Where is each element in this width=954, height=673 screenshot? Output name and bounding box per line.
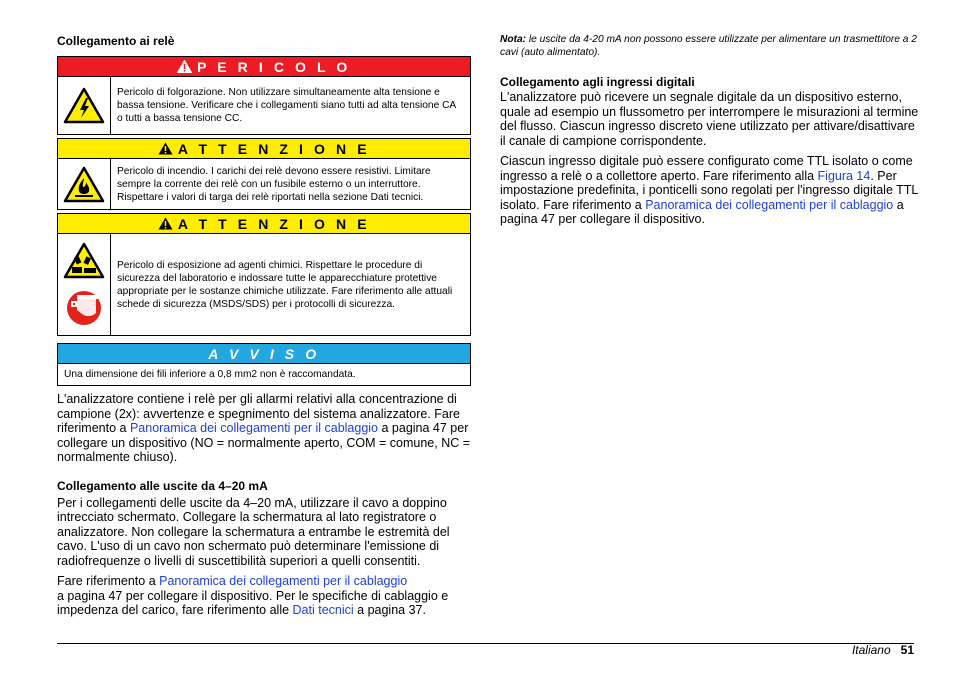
danger-box <box>57 56 471 135</box>
face-shield-icon <box>66 289 102 327</box>
electrical-hazard-icon <box>63 87 105 124</box>
chemical-hazard-icon <box>63 242 105 279</box>
heading-relays: Collegamento ai relè <box>57 34 175 48</box>
outputs2-text-2: a pagina 47 per collegare il dispositivo. Per le specifiche di cablaggio e impedenza del carico, fare riferimento alle <box>57 588 449 617</box>
inputs-paragraph-2 <box>500 154 920 227</box>
page-number: 51 <box>900 643 914 657</box>
inputs2-text-2: . Per impostazione predefinita, i ponticelli sono regolati per l'ingresso digitale TTL isolato. Fare riferimento a <box>500 168 918 212</box>
heading-inputs: Collegamento agli ingressi digitali <box>500 75 695 89</box>
fire-hazard-icon <box>63 166 105 203</box>
danger-header <box>58 57 470 77</box>
warning-chemical-header <box>58 214 470 234</box>
note-label: Nota: <box>500 34 527 45</box>
outputs2-text-1: Fare riferimento a <box>57 574 160 588</box>
right-column <box>500 30 920 227</box>
warning-chemical-text: Pericolo di esposizione ad agenti chimici. Rispettare le procedure di sicurezza del laboratorio e indossare tutte le apparecchiature protettive appropriate per le sostanze chimiche utilizzate. Fare riferimento alle attuali schede di sicurezza (MSDS/SDS) per i protocolli di sicurezza. <box>117 259 453 310</box>
warning-chemical-box <box>57 213 471 336</box>
notice-box <box>57 343 471 386</box>
note-text: le uscite da 4-20 mA non possono essere utilizzate per alimentare un trasmettitore a 2 cavi (auto alimentato). <box>500 34 917 58</box>
danger-title: P E R I C O L O <box>197 58 351 75</box>
relay-text-1: L'analizzatore contiene i relè per gli allarmi relativi alla concentrazione di campione (2x): avvertenze e spegnimento del sistema analizzatore. Fare riferimento a <box>57 392 460 435</box>
link-wiring-overview-2[interactable]: Panoramica dei collegamenti per il cablaggio <box>159 574 408 588</box>
relay-paragraph <box>57 392 471 465</box>
warning-triangle-icon <box>177 60 192 73</box>
notice-header <box>58 344 470 364</box>
warning-fire-box <box>57 138 471 210</box>
relay-text-2: a pagina 47 per collegare un dispositivo (NO = normalmente aperto, COM = comune, NC = normalmente chiuso). <box>57 421 471 464</box>
warning-chemical-title: A T T E N Z I O N E <box>177 215 371 232</box>
inputs2-text-3: a pagina 47 per collegare il dispositivo. <box>500 197 904 226</box>
outputs-paragraph: Per i collegamenti delle uscite da 4–20 mA, utilizzare il cavo a doppino intrecciato schermato. Collegare la schermatura al lato registratore o analizzatore. Non collegare la schermatura a entrambe le estremità del cavo. L'uso di un cavo non schermato può determinare l'emissione di radiofrequenze o livelli di suscettibilità superiori a quelli consentiti. <box>57 495 450 568</box>
danger-text: Pericolo di folgorazione. Non utilizzare simultaneamente alta tensione e bassa tensione. Verificare che i collegamenti siano tutti ad alta tensione CA o tutti a bassa tensione CC. <box>117 87 456 124</box>
notice-title: A V V I S O <box>208 345 320 362</box>
link-wiring-overview-3[interactable]: Panoramica dei collegamenti per il cablaggio <box>645 197 894 212</box>
inputs2-text-1: Ciascun ingresso digitale può essere configurato come TTL isolato o come ingresso a relè o a collettore aperto. Fare riferimento alla <box>500 154 913 183</box>
outputs-paragraph-2 <box>57 574 471 618</box>
link-technical-data[interactable]: Dati tecnici <box>292 603 354 617</box>
notice-text: Una dimensione dei fili inferiore a 0,8 mm2 non è raccomandata. <box>64 369 356 380</box>
heading-outputs: Collegamento alle uscite da 4–20 mA <box>57 478 268 493</box>
warning-triangle-icon <box>158 142 173 155</box>
link-wiring-overview[interactable]: Panoramica dei collegamenti per il cablaggio <box>129 421 379 435</box>
note <box>500 33 920 59</box>
warning-fire-text: Pericolo di incendio. I carichi dei relè devono essere resistivi. Limitare sempre la corrente dei relè con un fusibile esterno o un interruttore. Rispettare i valori di targa dei relè riportati nella sezione Dati tecnici. <box>117 165 431 203</box>
outputs2-text-3: a pagina 37. <box>353 603 426 617</box>
footer-divider <box>57 643 914 644</box>
warning-triangle-icon <box>158 217 173 230</box>
link-figure-14[interactable]: Figura 14 <box>817 168 871 183</box>
page-footer <box>852 643 914 657</box>
inputs-paragraph: L'analizzatore può ricevere un segnale digitale da un dispositivo esterno, quale ad esempio un flussometro per interrompere le misurazioni al termine del flusso. Ciascun ingresso discreto viene utilizzato per attivare/disattivare il canale di campione corrispondente. <box>500 90 919 148</box>
footer-language: Italiano <box>851 643 891 657</box>
left-column <box>57 30 471 618</box>
warning-fire-header <box>58 139 470 159</box>
warning-fire-title: A T T E N Z I O N E <box>177 140 371 157</box>
